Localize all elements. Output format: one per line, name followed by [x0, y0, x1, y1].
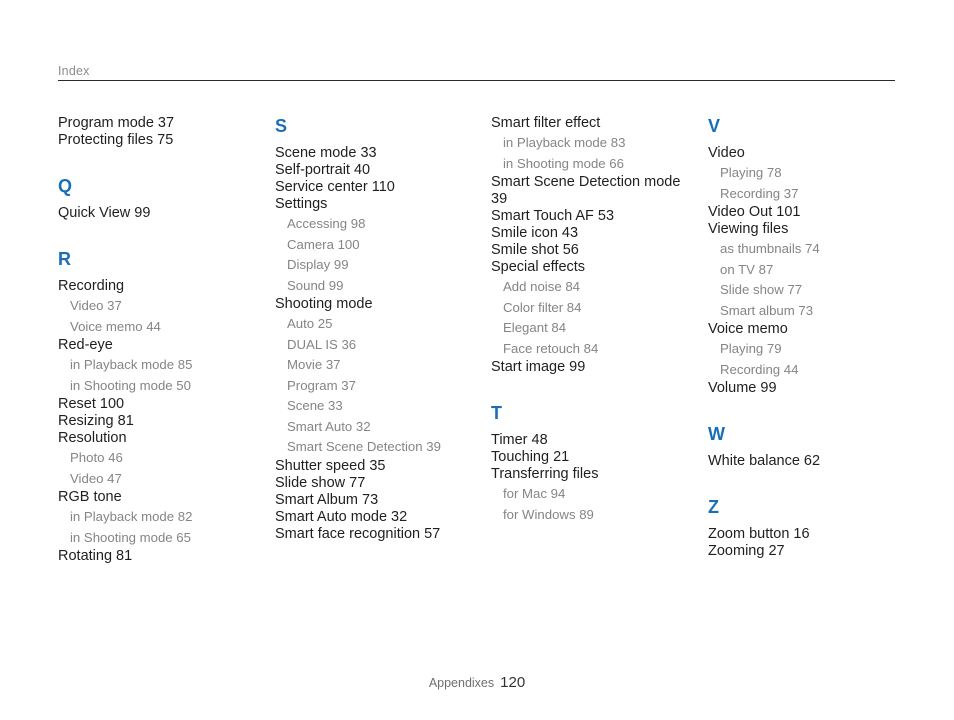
- index-subentry: Smart Auto 32: [287, 418, 371, 434]
- index-entry-term: Shooting mode: [275, 296, 373, 312]
- index-subentry: DUAL IS 36: [287, 336, 357, 352]
- index-entry-term: Resizing 81: [58, 413, 134, 429]
- index-entry: [491, 432, 691, 449]
- index-letter-heading: W: [708, 424, 725, 444]
- index-subentry: Program 37: [287, 377, 356, 393]
- index-entry: [58, 132, 258, 149]
- index-entry-term: Service center 110: [275, 179, 395, 195]
- index-subentry: in Playback mode 82: [70, 509, 193, 524]
- index-subentry: Playing 78: [720, 165, 782, 180]
- index-entry-term: Smart face recognition 57: [275, 525, 441, 542]
- index-entry-term: White balance 62: [708, 453, 821, 469]
- index-entry-term: Smart Touch AF 53: [491, 208, 615, 224]
- index-subentry: Color filter 84: [503, 299, 582, 315]
- index-entry-term: Rotating 81: [58, 548, 133, 564]
- index-subentry-list: [58, 296, 258, 337]
- index-entry-term: Settings: [275, 196, 328, 212]
- index-subentry-list: [275, 214, 475, 296]
- index-entry: [275, 179, 475, 196]
- index-subentry-list: [491, 277, 691, 359]
- index-entry-term: Scene mode 33: [275, 145, 377, 161]
- index-entry: [491, 466, 691, 525]
- index-entry-term: Volume 99: [708, 380, 777, 396]
- index-entry: [58, 489, 258, 548]
- page-number: 120: [500, 674, 526, 691]
- index-subentry: Video 47: [70, 470, 122, 486]
- index-letter-heading: S: [275, 116, 288, 136]
- index-subentry: Elegant 84: [503, 320, 567, 335]
- index-letter-heading: Z: [708, 497, 719, 517]
- footer-section-label: Appendixes: [428, 676, 495, 690]
- index-entry-term: RGB tone: [58, 489, 122, 505]
- index-entry-term: Video Out 101: [708, 204, 801, 220]
- index-entry-term: Viewing files: [708, 221, 789, 237]
- index-subentry: on TV 87: [720, 261, 774, 277]
- index-letter-heading: V: [708, 116, 721, 136]
- index-entry-term: Slide show 77: [275, 474, 366, 491]
- index-column-2: [275, 115, 475, 543]
- index-subentry: Add noise 84: [503, 279, 580, 294]
- index-entry: [275, 196, 475, 296]
- index-entry: [275, 145, 475, 162]
- index-subentry: in Shooting mode 66: [503, 155, 624, 171]
- index-subentry: Camera 100: [287, 236, 360, 252]
- index-subentry-list: [708, 239, 908, 321]
- index-entry: [491, 174, 691, 208]
- index-entry: [58, 548, 258, 565]
- index-entry: [58, 337, 258, 396]
- index-entry: [58, 396, 258, 413]
- index-subentry: in Shooting mode 65: [70, 529, 191, 545]
- index-column-4: [708, 115, 908, 560]
- index-subentry-list: [491, 133, 691, 174]
- index-subentry: Face retouch 84: [503, 340, 599, 356]
- index-entry: [491, 208, 691, 225]
- index-subentry-list: [708, 339, 908, 380]
- index-subentry: Smart album 73: [720, 302, 814, 318]
- index-entry-term: Transferring files: [491, 466, 599, 482]
- index-subentry: in Shooting mode 50: [70, 377, 191, 393]
- index-entry-term: Shutter speed 35: [275, 457, 386, 474]
- index-entry-term: Smile shot 56: [491, 242, 579, 258]
- index-entry: [58, 413, 258, 430]
- index-entry: [708, 543, 908, 560]
- index-entry: [58, 430, 258, 489]
- index-entry-term: Protecting files 75: [58, 132, 174, 148]
- index-entry-term: Zoom button 16: [708, 526, 810, 542]
- index-letter-heading: T: [491, 403, 502, 423]
- index-entry: [275, 509, 475, 526]
- index-subentry: as thumbnails 74: [720, 241, 820, 256]
- index-entry: [275, 492, 475, 509]
- index-subentry: Movie 37: [287, 357, 341, 372]
- index-subentry: Accessing 98: [287, 216, 366, 231]
- index-entry: [58, 205, 258, 222]
- index-subentry: Voice memo 44: [70, 318, 161, 334]
- index-entry: [58, 278, 258, 337]
- index-entry-term: Voice memo: [708, 321, 788, 337]
- index-entry-term: Resolution: [58, 430, 127, 446]
- index-entry-term: Smart filter effect: [491, 115, 601, 131]
- index-entry: [708, 204, 908, 221]
- index-entry-term: Recording: [58, 278, 125, 294]
- index-entry: [708, 221, 908, 321]
- index-entry-term: Self-portrait 40: [275, 162, 371, 178]
- index-entry: [491, 115, 691, 174]
- index-subentry: Smart Scene Detection 39: [287, 439, 441, 454]
- index-entry: [275, 458, 475, 475]
- index-entry-term: Zooming 27: [708, 543, 785, 559]
- index-subentry: Recording 37: [720, 185, 799, 201]
- index-entry: [708, 145, 908, 204]
- index-subentry-list: [58, 448, 258, 489]
- index-subentry: Slide show 77: [720, 282, 803, 297]
- index-entry-term: Smile icon 43: [491, 225, 579, 241]
- index-subentry: in Playback mode 83: [503, 135, 626, 150]
- index-subentry: Display 99: [287, 257, 349, 272]
- index-subentry: Sound 99: [287, 277, 344, 293]
- index-subentry-list: [491, 484, 691, 525]
- index-column-1: [58, 115, 258, 565]
- index-subentry-list: [275, 314, 475, 458]
- index-entry-term: Video: [708, 145, 745, 161]
- index-entry: [491, 449, 691, 466]
- index-entry-term: Timer 48: [491, 432, 548, 448]
- index-entry: [708, 321, 908, 380]
- index-entry-term: Touching 21: [491, 449, 570, 465]
- index-subentry-list: [58, 507, 258, 548]
- index-entry: [708, 380, 908, 397]
- index-entry: [708, 453, 908, 470]
- index-entry: [491, 359, 691, 376]
- index-subentry-list: [708, 163, 908, 204]
- index-entry: [275, 526, 475, 543]
- index-entry: [491, 242, 691, 259]
- index-entry-term: Special effects: [491, 259, 586, 275]
- index-subentry: Auto 25: [287, 316, 333, 331]
- section-label: Index: [58, 64, 90, 78]
- index-entry: [275, 475, 475, 492]
- index-letter-heading: R: [58, 249, 71, 269]
- index-entry: [491, 259, 691, 359]
- index-entry-term: Smart Album 73: [275, 491, 379, 508]
- index-entry-term: Quick View 99: [58, 205, 151, 221]
- index-subentry: for Mac 94: [503, 486, 566, 501]
- index-subentry: Photo 46: [70, 450, 123, 465]
- index-subentry: Video 37: [70, 298, 122, 313]
- index-entry-term: Reset 100: [58, 396, 125, 412]
- index-subentry: in Playback mode 85: [70, 357, 193, 372]
- index-entry: [275, 162, 475, 179]
- index-letter-heading: Q: [58, 176, 73, 196]
- index-entry-term: Start image 99: [491, 359, 586, 375]
- index-entry-term: Red-eye: [58, 337, 113, 353]
- index-entry: [58, 115, 258, 132]
- index-subentry-list: [58, 355, 258, 396]
- page-footer: [0, 674, 954, 692]
- index-subentry: Playing 79: [720, 341, 782, 356]
- page-header: [58, 62, 895, 81]
- index-column-3: [491, 115, 691, 525]
- index-subentry: for Windows 89: [503, 506, 594, 522]
- index-entry: [491, 225, 691, 242]
- index-entry: [708, 526, 908, 543]
- index-entry-term: Smart Auto mode 32: [275, 508, 408, 525]
- index-subentry: Recording 44: [720, 361, 799, 377]
- index-entry-term: Program mode 37: [58, 115, 175, 131]
- index-subentry: Scene 33: [287, 398, 343, 413]
- index-entry-term: Smart Scene Detection mode 39: [491, 174, 681, 207]
- index-entry: [275, 296, 475, 458]
